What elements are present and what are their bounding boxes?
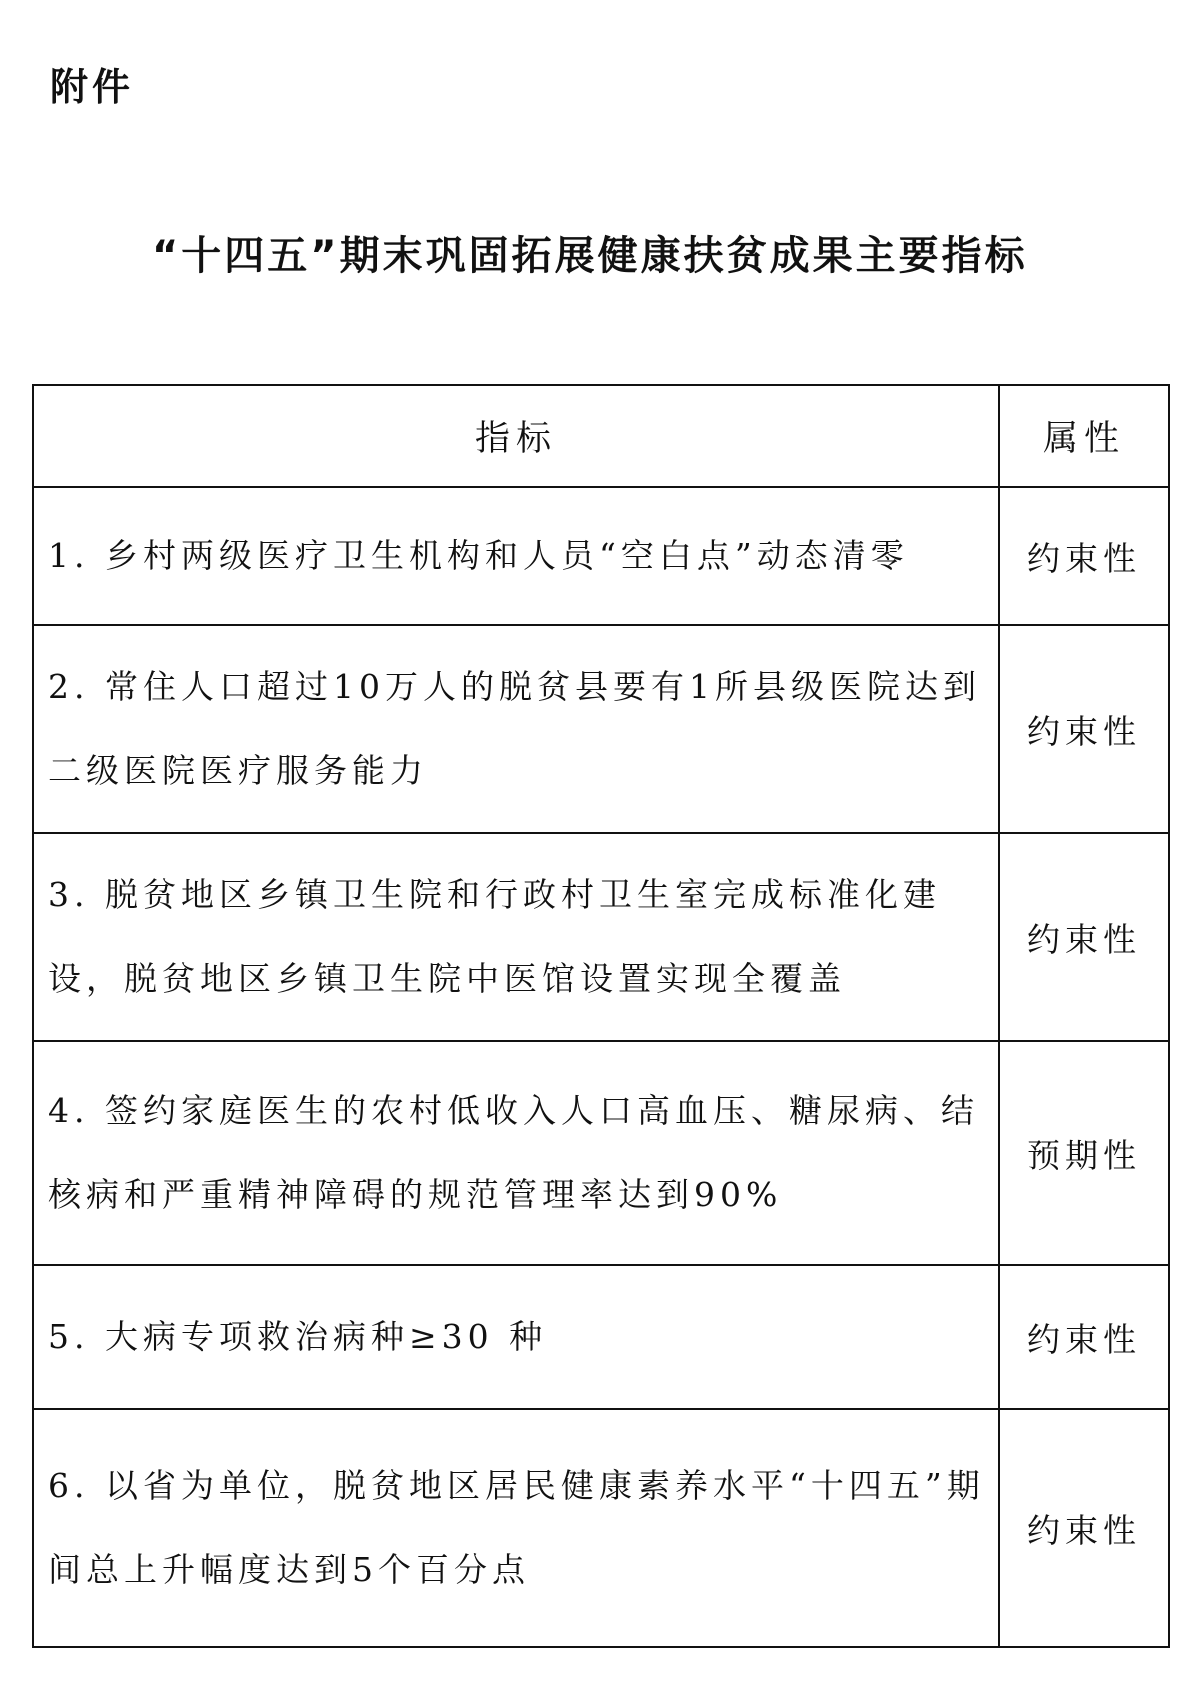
indicator-cell: 6. 以省为单位，脱贫地区居民健康素养水平“十四五”期间总上升幅度达到5个百分点 — [33, 1409, 999, 1647]
attribute-cell: 约束性 — [999, 1265, 1169, 1409]
indicator-cell: 1. 乡村两级医疗卫生机构和人员“空白点”动态清零 — [33, 487, 999, 625]
indicator-cell: 5. 大病专项救治病种≥30 种 — [33, 1265, 999, 1409]
indicator-cell: 2. 常住人口超过10万人的脱贫县要有1所县级医院达到二级医院医疗服务能力 — [33, 625, 999, 833]
table-row — [33, 625, 1169, 833]
table-row — [33, 1409, 1169, 1647]
indicators-table — [32, 384, 1170, 1648]
table-row — [33, 1041, 1169, 1265]
table-row — [33, 1265, 1169, 1409]
attribute-cell: 约束性 — [999, 625, 1169, 833]
indicator-cell: 3. 脱贫地区乡镇卫生院和行政村卫生室完成标准化建设，脱贫地区乡镇卫生院中医馆设置实现全覆盖 — [33, 833, 999, 1041]
indicator-cell: 4. 签约家庭医生的农村低收入人口高血压、糖尿病、结核病和严重精神障碍的规范管理率达到90% — [33, 1041, 999, 1265]
column-header-indicator: 指标 — [33, 385, 999, 487]
table-row — [33, 833, 1169, 1041]
table-row — [33, 487, 1169, 625]
attribute-cell: 约束性 — [999, 833, 1169, 1041]
table-header-row — [33, 385, 1169, 487]
attribute-cell: 约束性 — [999, 487, 1169, 625]
column-header-attribute: 属性 — [999, 385, 1169, 487]
attribute-cell: 预期性 — [999, 1041, 1169, 1265]
document-title: “十四五”期末巩固拓展健康扶贫成果主要指标 — [152, 233, 1028, 279]
attachment-label: 附件 — [50, 65, 135, 109]
attribute-cell: 约束性 — [999, 1409, 1169, 1647]
